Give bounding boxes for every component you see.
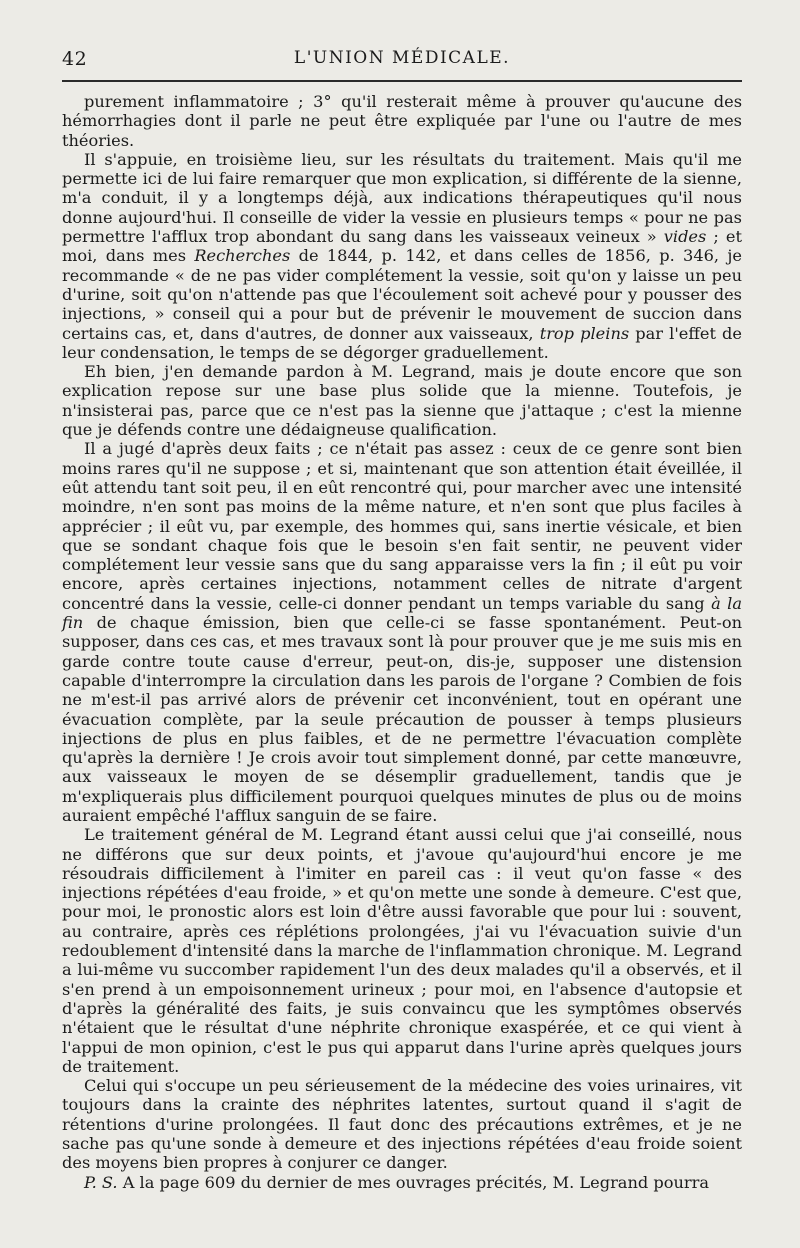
italic-text: P. S. [84, 1172, 118, 1192]
paragraph-text: Eh bien, j'en demande pardon à M. Legrand, mais je doute encore que son explication repose sur une base plus solide que la mienne. Toutefois, je n'insisterai pas, parce que ce n'est pas la sienne que j'attaque ; c'est la mienne que je défends contre une dédaigneuse qualification. [62, 362, 742, 440]
article-body [62, 92, 742, 1192]
paragraph-p5 [62, 825, 742, 1076]
paragraph-text: A la page 609 du dernier de mes ouvrages précités, M. Legrand pourra [117, 1172, 710, 1192]
paragraph-p7 [62, 1173, 742, 1192]
paragraph-text: Il s'appuie, en troisième lieu, sur les résultats du traitement. Mais qu'il me permette ici de lui faire remarquer que mon explication, si différente de la sienne, m'a conduit, il y a longtemps déjà, aux indications thérapeutiques qu'il nous donne aujourd'hui. Il conseille de vider la vessie en plusieurs temps « pour ne pas permettre l'afflux trop abondant du sang dans les vaisseaux veineux » [62, 149, 742, 247]
italic-text: à la fin [62, 593, 742, 633]
paragraph-text: par l'effet de leur condensation, le temps de se dégorger graduellement. [62, 323, 743, 362]
italic-text: Recherches [194, 246, 291, 266]
paragraph-text: purement inflammatoire ; 3° qu'il resterait même à prouver qu'aucune des hémorrhagies dont il parle ne peut être expliquée par l'une ou l'autre de mes théories. [62, 92, 742, 150]
paragraph-text: Il a jugé d'après deux faits ; ce n'était pas assez : ceux de ce genre sont bien moins rares qu'il ne suppose ; et si, maintenant que son attention était éveillée, il eût attendu tant soit peu, il en eût rencontré qui, pour marcher avec une intensité moindre, n'en sont pas moins de la même nature, et n'en sont que plus faciles à apprécier ; il eût vu, par exemple, des hommes qui, sans inertie vésicale, et bien que se sondant chaque fois que le besoin s'en fait sentir, ne peuvent vider complétement leur vessie sans que du sang apparaisse vers la fin ; il eût pu voir encore, après certaines injections, notamment celles de nitrate d'argent concentré dans la vessie, celle-ci donner pendant un temps variable du sang [62, 439, 742, 613]
italic-text: vides [663, 227, 707, 247]
header-rule [62, 80, 742, 82]
page-number: 42 [62, 48, 88, 70]
running-title: L'UNION MÉDICALE. [293, 48, 511, 68]
paragraph-text: de 1844, p. 142, et dans celles de 1856, p. 346, je recommande « de ne pas vider complétement la vessie, soit qu'on y laisse un peu d'urine, soit qu'on n'attende pas que l'écoulement soit achevé pour y pousser des injections, » conseil qui a pour but de prévenir le mouvement de succion dans certains cas, et, dans d'autres, de donner aux vaisseaux, [62, 246, 742, 343]
paragraph-text: Le traitement général de M. Legrand étant aussi celui que j'ai conseillé, nous ne différons que sur deux points, et j'avoue qu'aujourd'hui encore je me résoudrais difficilement à l'imiter en pareil cas : il veut qu'on fasse « des injections répétées d'eau froide, » et qu'on mette une sonde à demeure. C'est que, pour moi, le pronostic alors est loin d'être aussi favorable que pour lui : souvent, au contraire, après ces réplétions prolongées, j'ai vu l'évacuation suivie d'un redoublement d'intensité dans la marche de l'inflammation chronique. M. Legrand a lui-même vu succomber rapidement l'un des deux malades qu'il a observés, et il s'en prend à un empoisonnement urineux ; pour moi, en l'absence d'autopsie et d'après la généralité des faits, je suis convaincu que les symptômes observés n'étaient que le résultat d'une néphrite chronique exaspérée, et ce qui vient à l'appui de mon opinion, c'est le pus qui apparut dans l'urine après quelques jours de traitement. [62, 825, 742, 1076]
page-header [62, 44, 742, 74]
paragraph-p1 [62, 92, 742, 150]
paragraph-p6 [62, 1076, 742, 1172]
paragraph-text: ; et moi, dans mes [62, 227, 742, 266]
paragraph-text: de chaque émission, bien que celle-ci se fasse spontanément. Peut-on supposer, dans ces cas, et mes travaux sont là pour prouver que je me suis mis en garde contre toute cause d'erreur, peut-on, dis-je, supposer une distension capable d'interrompre la circulation dans les parois de l'organe ? Combien de fois ne m'est-il pas arrivé alors de prévenir cet inconvénient, tout en opérant une évacuation complète, par la seule précaution de pousser à temps plusieurs injections de plus en plus faibles, et de ne permettre l'évacuation complète qu'après la dernière ! Je crois avoir tout simplement donné, par cette manœuvre, aux vaisseaux le moyen de se désemplir graduellement, tandis que je m'expliquerais plus difficilement pourquoi quelques minutes de plus ou de moins auraient empêché l'afflux sanguin de se faire. [62, 613, 742, 825]
paragraph-p4 [62, 439, 742, 825]
paragraph-text: Celui qui s'occupe un peu sérieusement de la médecine des voies urinaires, vit toujours dans la crainte des néphrites latentes, surtout quand il s'agit de rétentions d'urine prolongées. Il faut donc des précautions extrêmes, et je ne sache pas qu'une sonde à demeure et des injections répétées d'eau froide soient des moyens bien propres à conjurer ce danger. [62, 1076, 742, 1173]
paragraph-p3 [62, 362, 742, 439]
paragraph-p2 [62, 150, 742, 362]
italic-text: trop pleins [539, 323, 630, 343]
